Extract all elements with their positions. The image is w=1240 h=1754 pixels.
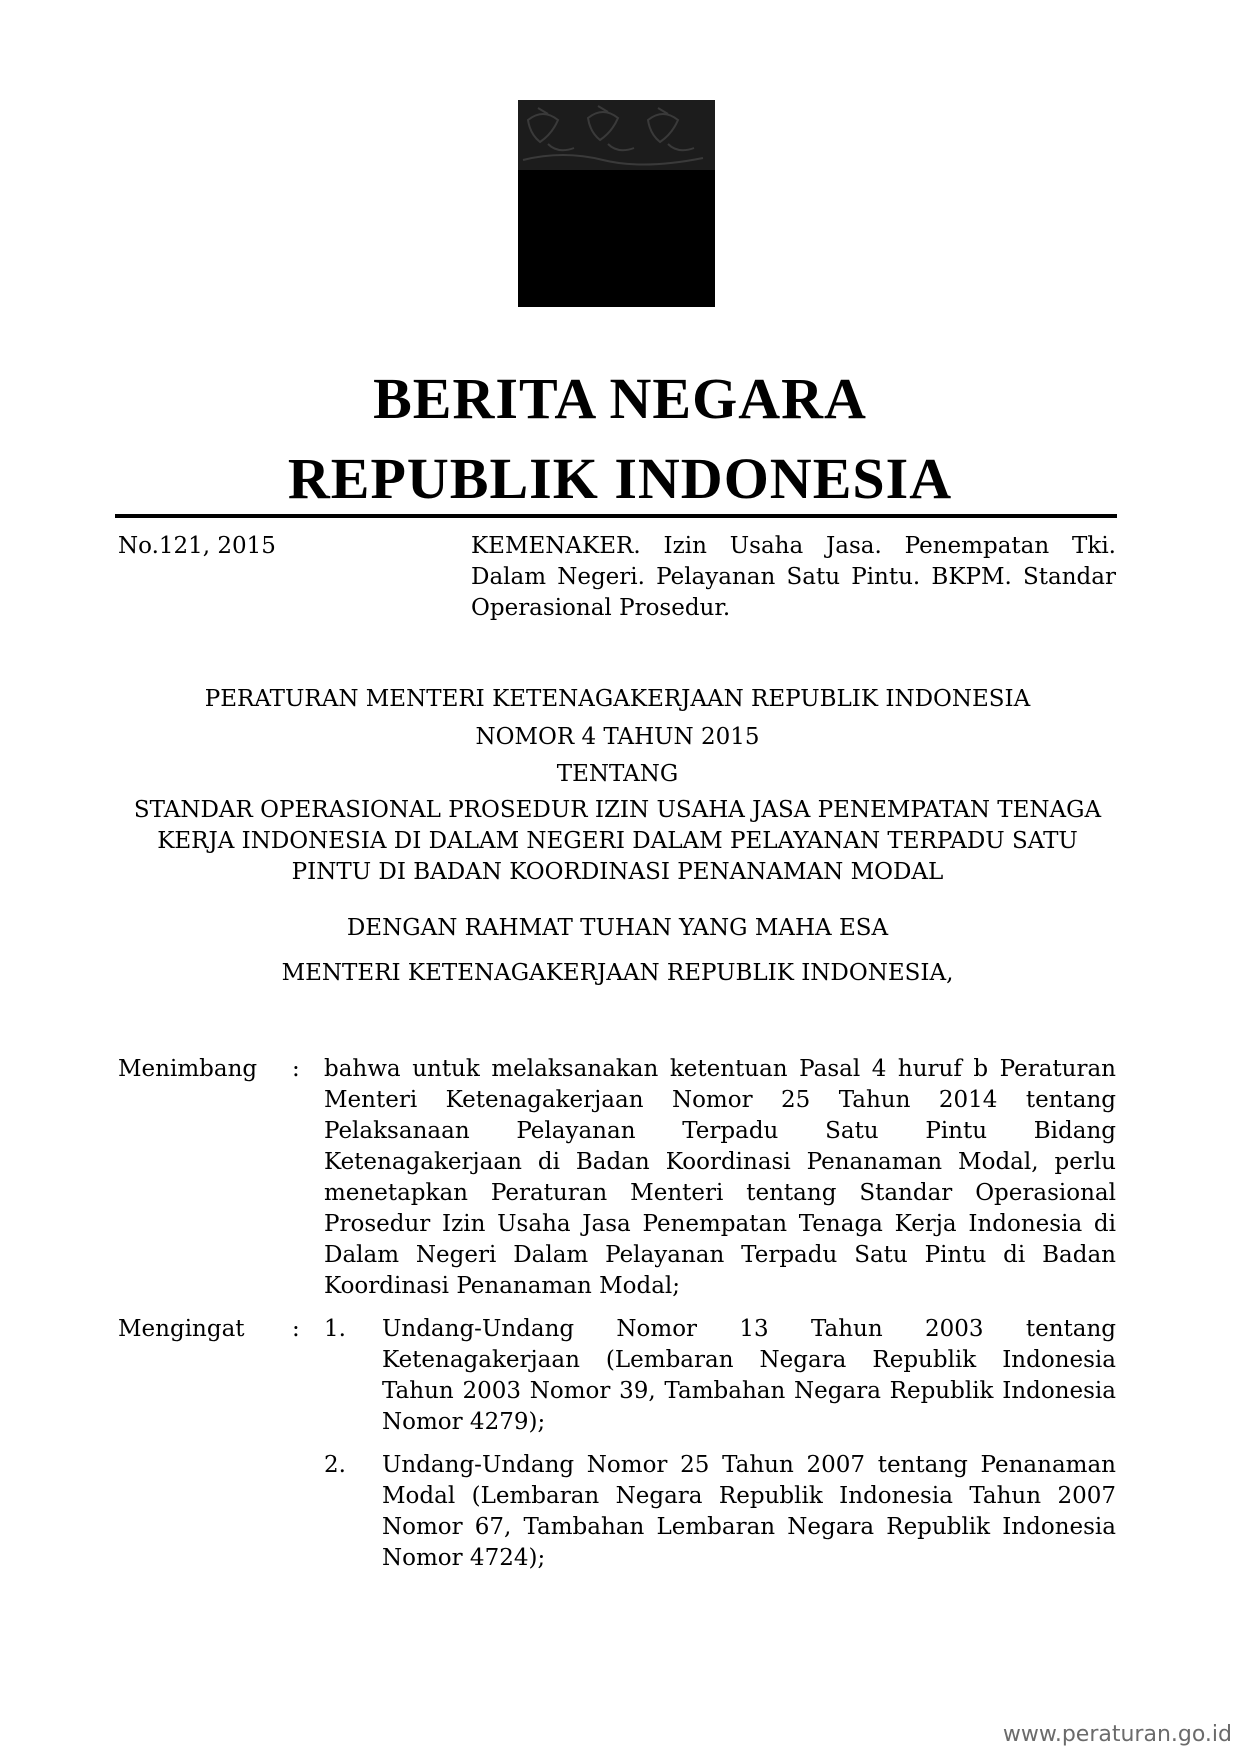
masthead-line-1: BERITA NEGARA [373, 366, 867, 431]
mengingat-item-text: Undang-Undang Nomor 13 Tahun 2003 tentang Ketenagakerjaan (Lembaran Negara Republik Indonesia Tahun 2003 Nomor 39, Tambahan Negara Republik Indonesia Nomor 4279); [382, 1316, 1116, 1435]
mengingat-colon: : [292, 1316, 300, 1342]
menimbang-text: bahwa untuk melaksanakan ketentuan Pasal 4 huruf b Peraturan Menteri Ketenagakerjaan Nomor 25 Tahun 2014 tentang Pelaksanaan Pelayanan Terpadu Satu Pintu Bidang Ketenagakerjaan di Badan Koordinasi Penanaman Modal, perlu menetapkan Peraturan Menteri tentang Standar Operasional Prosedur Izin Usaha Jasa Penempatan Tenaga Kerja Indonesia di Dalam Negeri Dalam Pelayanan Terpadu Satu Pintu di Badan Koordinasi Penanaman Modal; [324, 1056, 1116, 1299]
document-summary: KEMENAKER. Izin Usaha Jasa. Penempatan Tki. Dalam Negeri. Pelayanan Satu Pintu. BKPM. Standar Operasional Prosedur. [471, 533, 1116, 621]
menimbang-label: Menimbang [118, 1056, 258, 1082]
masthead-line-2: REPUBLIK INDONESIA [287, 446, 953, 511]
menimbang-colon: : [292, 1056, 300, 1082]
mengingat-label: Mengingat [118, 1316, 245, 1342]
garuda-emblem-icon [518, 100, 715, 307]
mengingat-item-number: 2. [324, 1452, 346, 1478]
regulation-title: PERATURAN MENTERI KETENAGAKERJAAN REPUBLIK INDONESIA [204, 686, 1031, 712]
preamble-invocation: DENGAN RAHMAT TUHAN YANG MAHA ESA [346, 915, 889, 941]
document-number: No.121, 2015 [118, 533, 276, 559]
masthead-divider [115, 514, 1117, 518]
regulation-subject: STANDAR OPERASIONAL PROSEDUR IZIN USAHA JASA PENEMPATAN TENAGA KERJA INDONESIA DI DALAM NEGERI DALAM PELAYANAN TERPADU SATU PINTU DI BADAN KOORDINASI PENANAMAN MODAL [133, 797, 1102, 885]
regulation-number: NOMOR 4 TAHUN 2015 [475, 724, 760, 750]
footer-url: www.peraturan.go.id [1002, 1722, 1232, 1747]
mengingat-item-text: Undang-Undang Nomor 25 Tahun 2007 tentang Penanaman Modal (Lembaran Negara Republik Indonesia Tahun 2007 Nomor 67, Tambahan Lembaran Negara Republik Indonesia Nomor 4724); [382, 1452, 1116, 1571]
regulation-about-label: TENTANG [556, 761, 679, 787]
mengingat-item-number: 1. [324, 1316, 346, 1342]
preamble-minister: MENTERI KETENAGAKERJAAN REPUBLIK INDONESIA, [281, 960, 954, 986]
